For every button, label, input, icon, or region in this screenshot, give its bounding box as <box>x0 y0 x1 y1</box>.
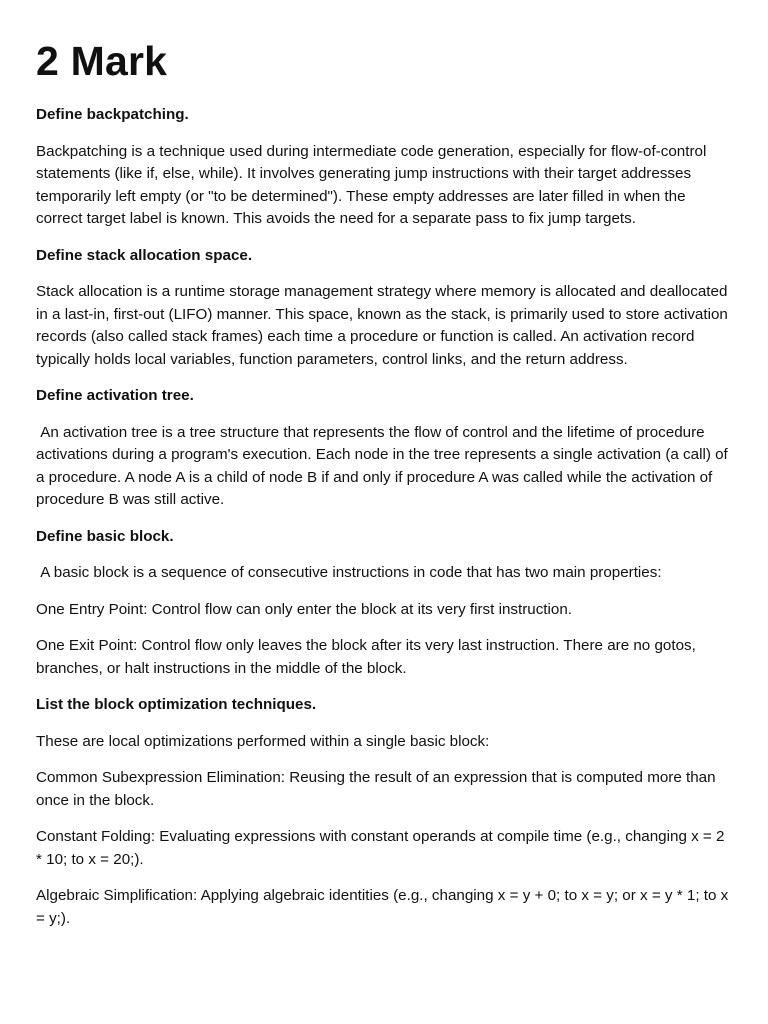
answer-paragraph: Stack allocation is a runtime storage management strategy where memory is allocated and deallocated in a last-in, first-out (LIFO) manner. This space, known as the stack, is primarily used to store activation records (also called stack frames) each time a procedure or function is called. An activation record typically holds local variables, function parameters, control links, and the return address. <box>36 283 733 368</box>
question-heading: Define backpatching. <box>36 106 189 123</box>
answer-paragraph: A basic block is a sequence of consecutive instructions in code that has two main properties: <box>36 564 662 581</box>
question-heading: Define stack allocation space. <box>36 246 253 264</box>
page-title: 2 Mark <box>36 38 168 84</box>
answer-paragraph: Algebraic Simplification: Applying algebraic identities (e.g., changing x = y + 0; to x = y; or x = y * 1; to x = y;). <box>36 887 733 927</box>
answer-paragraph: Common Subexpression Elimination: Reusing the result of an expression that is computed more than once in the block. <box>36 769 720 809</box>
answer-paragraph: An activation tree is a tree structure that represents the flow of control and the lifetime of procedure activations during a program's execution. Each node in the tree represents a single activation (a call) of a procedure. A node A is a child of node B if and only if procedure A was called while the activation of procedure B was still active. <box>36 423 733 508</box>
answer-paragraph: One Exit Point: Control flow only leaves the block after its very last instruction. There are no gotos, branches, or halt instructions in the middle of the block. <box>36 637 701 677</box>
answer-paragraph: These are local optimizations performed within a single basic block: <box>36 732 490 750</box>
section-activation-tree <box>36 385 732 512</box>
answer-paragraph: Backpatching is a technique used during intermediate code generation, especially for flow-of-control statements (like if, else, while). It involves generating jump instructions with their target addresses temporarily left empty (or "to be determined"). These empty addresses are later filled in when the correct target label is known. This avoids the need for a separate pass to fix jump targets. <box>36 142 711 227</box>
answer-paragraph: One Entry Point: Control flow can only enter the block at its very first instruction. <box>36 600 573 618</box>
question-heading: Define activation tree. <box>36 387 194 404</box>
question-heading: List the block optimization techniques. <box>36 696 317 713</box>
answer-paragraph: Constant Folding: Evaluating expressions with constant operands at compile time (e.g., changing x = 2 * 10; to x = 20;). <box>36 828 729 868</box>
section-block-optimization <box>36 694 732 930</box>
section-backpatching <box>36 104 732 231</box>
section-stack-allocation <box>36 245 732 372</box>
section-basic-block <box>36 526 732 681</box>
question-heading: Define basic block. <box>36 527 174 545</box>
